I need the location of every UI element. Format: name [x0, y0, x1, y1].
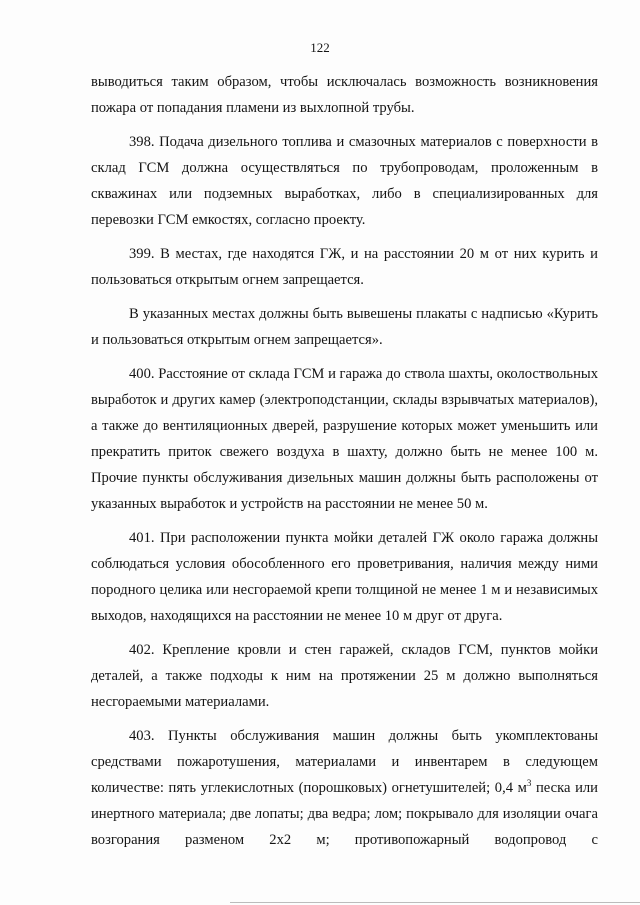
paragraph-403: [91, 723, 598, 853]
paragraph-398: 398. Подача дизельного топлива и смазочных материалов с поверхности в склад ГСМ должна осуществляться по трубопроводам, проложенным в скважинах или подземных выработках, либо в специализированных для перевозки ГСМ емкостях, согласно проекту.: [91, 134, 598, 228]
paragraph-401: 401. При расположении пункта мойки деталей ГЖ около гаража должны соблюдаться условия обособленного его проветривания, наличия между ними породного целика или несгораемой крепи толщиной не менее 1 м и независимых выходов, находящихся на расстоянии не менее 10 м друг от друга.: [91, 530, 598, 624]
paragraph-400: 400. Расстояние от склада ГСМ и гаража до ствола шахты, околоствольных выработок и других камер (электроподстанции, склады взрывчатых материалов), а также до вентиляционных дверей, разрушение которых может уменьшить или прекратить приток свежего воздуха в шахту, должно быть не менее 100 м. Прочие пункты обслуживания дизельных машин должны быть расположены от указанных выработок и устройств на расстоянии не менее 50 м.: [91, 366, 598, 512]
paragraph-403-text-end: песка или инертного материала; две лопаты; два ведра; лом; покрывало для изоляции очага возгорания разменом 2х2 м; противопожарный водопровод с: [91, 780, 598, 848]
page-number: 122: [310, 40, 330, 55]
scan-edge-line: [230, 902, 640, 903]
document-body: [91, 69, 598, 861]
paragraph-403-text-start: 403. Пункты обслуживания машин должны быть укомплектованы средствами пожаротушения, материалами и инвентарем в следующем количестве: пять углекислотных (порошковых) огнетушителей; 0,4 м: [91, 728, 598, 796]
paragraph-399: 399. В местах, где находятся ГЖ, и на расстоянии 20 м от них курить и пользоваться открытым огнем запрещается.: [91, 246, 598, 288]
superscript-cubic: 3: [526, 778, 532, 789]
paragraph-continued: выводиться таким образом, чтобы исключалась возможность возникновения пожара от попадания пламени из выхлопной трубы.: [91, 74, 598, 116]
paragraph-399-posters: В указанных местах должны быть вывешены плакаты с надписью «Курить и пользоваться открытым огнем запрещается».: [91, 306, 598, 348]
paragraph-402: 402. Крепление кровли и стен гаражей, складов ГСМ, пунктов мойки деталей, а также подходы к ним на протяжении 25 м должно выполняться несгораемыми материалами.: [91, 642, 598, 710]
